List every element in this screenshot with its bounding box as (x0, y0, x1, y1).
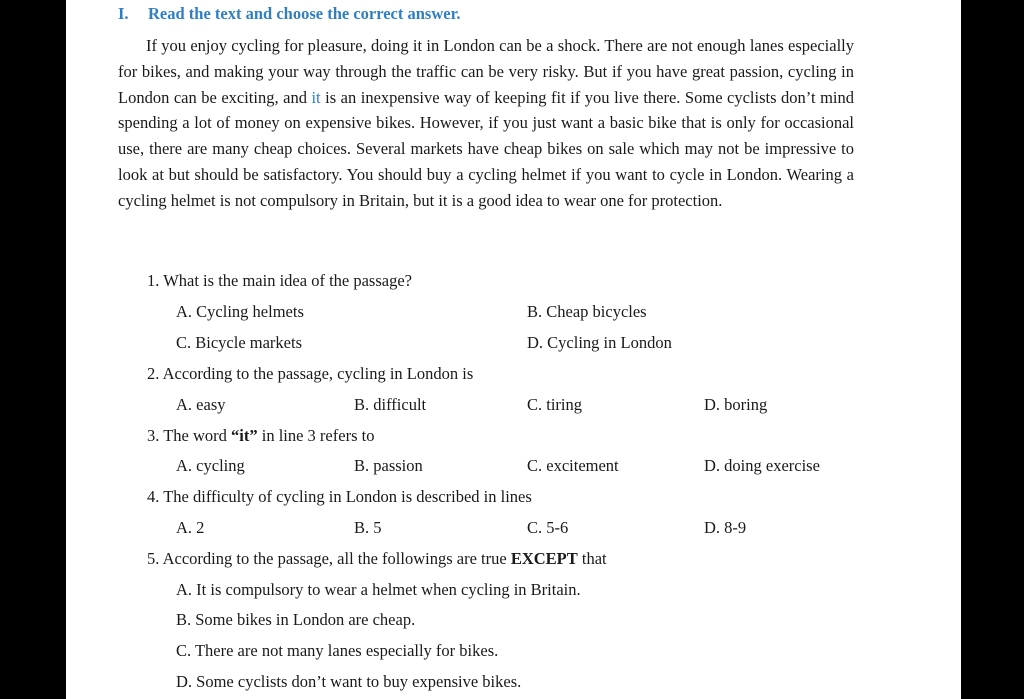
question-5-stem (147, 549, 607, 569)
question-4-stem: 4. The difficulty of cycling in London is described in lines (147, 487, 532, 506)
q3-option-d[interactable]: D. doing exercise (704, 456, 820, 475)
q3-option-b[interactable]: B. passion (354, 456, 423, 475)
q3-option-a[interactable]: A. cycling (176, 456, 245, 475)
q2-option-c[interactable]: C. tiring (527, 395, 583, 414)
q1-option-d[interactable]: D. Cycling in London (527, 333, 672, 352)
section-heading (118, 4, 461, 24)
worksheet-page (66, 0, 961, 699)
passage-text-part-2: is an inexpensive way of keeping fit if you live there. Some cyclists don’t mind spending a lot of money on expensive bikes. However, if you just want a basic bike that is only for occasional use, there are many cheap choices. Several markets have cheap bikes on sale which may not be impressive to look at but should be satisfactory. You should buy a cycling helmet if you want to cycle in London. Wearing a cycling helmet is not compulsory in Britain, but it is a good idea to wear one for protection. (118, 87, 854, 210)
q1-option-a[interactable]: A. Cycling helmets (176, 302, 304, 321)
passage-highlighted-it: it (311, 87, 321, 107)
question-2-stem: 2. According to the passage, cycling in London is (147, 364, 474, 383)
passage-text-part-1: If you enjoy cycling for pleasure, doing it in London can be a shock. There are not enough lanes especially for bikes, and making your way through the traffic can be very risky. But if you have great passion, cycling in London can be exciting, and (118, 36, 854, 107)
q2-option-d[interactable]: D. boring (704, 395, 768, 414)
section-number: I. (118, 4, 129, 23)
q3-option-c[interactable]: C. excitement (527, 456, 619, 475)
q5-option-c[interactable]: C. There are not many lanes especially for bikes. (176, 641, 499, 660)
q5-option-b[interactable]: B. Some bikes in London are cheap. (176, 610, 416, 629)
q4-option-c[interactable]: C. 5-6 (527, 518, 569, 537)
q2-option-a[interactable]: A. easy (176, 395, 226, 414)
q5-stem-end: that (577, 549, 607, 568)
section-instruction: Read the text and choose the correct answer. (148, 4, 461, 23)
q5-option-a[interactable]: A. It is compulsory to wear a helmet when cycling in Britain. (176, 580, 581, 599)
q4-option-a[interactable]: A. 2 (176, 518, 205, 537)
q4-option-b[interactable]: B. 5 (354, 518, 382, 537)
question-1-stem: 1. What is the main idea of the passage? (147, 271, 412, 290)
q5-stem-except: EXCEPT (510, 549, 578, 568)
question-3-stem (147, 426, 374, 446)
q3-stem-start: 3. The word (147, 426, 232, 445)
q1-option-c[interactable]: C. Bicycle markets (176, 333, 303, 352)
q3-stem-end: in line 3 refers to (257, 426, 375, 445)
q5-stem-start: 5. According to the passage, all the followings are true (147, 549, 511, 568)
reading-passage (118, 33, 854, 214)
q3-stem-quoted-word: “it” (231, 426, 258, 445)
q1-option-b[interactable]: B. Cheap bicycles (527, 302, 647, 321)
q5-option-d[interactable]: D. Some cyclists don’t want to buy expensive bikes. (176, 672, 522, 691)
q4-option-d[interactable]: D. 8-9 (704, 518, 747, 537)
q2-option-b[interactable]: B. difficult (354, 395, 427, 414)
